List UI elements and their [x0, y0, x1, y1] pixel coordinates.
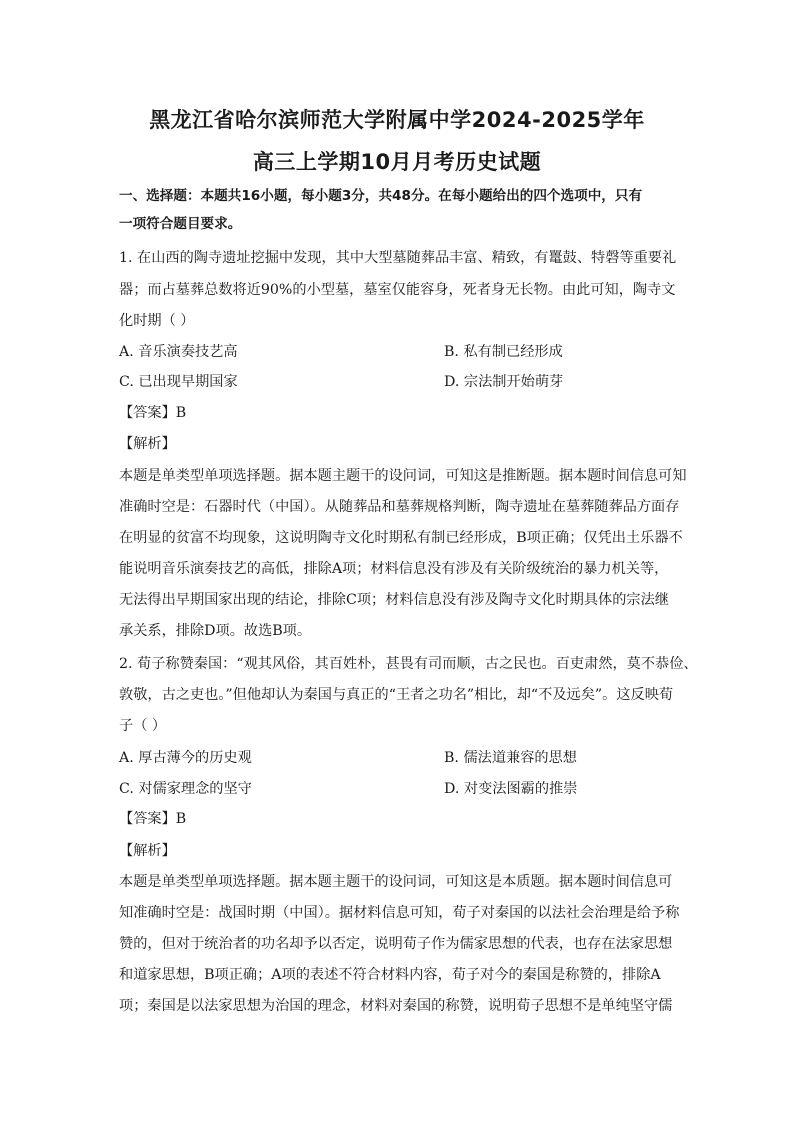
analysis-label: 【解析】 [119, 843, 176, 859]
analysis-line: 和道家思想，B项正确；A项的表述不符合材料内容，荀子对今的秦国是称赞的，排除A [119, 967, 661, 983]
analysis-line: 本题是单类型单项选择题。据本题主题干的设问词，可知这是本质题。据本题时间信息可 [119, 874, 673, 890]
question-stem-line: 1. 在山西的陶寺遗址挖掘中发现，其中大型墓随葬品丰富、精致，有鼍鼓、特磬等重要礼 [119, 250, 677, 266]
analysis-line: 赞的，但对于统治者的功名却予以否定，说明荀子作为儒家思想的代表，也存在法家思想 [119, 936, 673, 952]
option-d: D. 对变法图霸的推崇 [444, 781, 578, 797]
section-header-line: 一、选择题：本题共16小题，每小题3分，共48分。在每小题给出的四个选项中，只有 [119, 188, 643, 204]
question-stem-line: 2. 荀子称赞秦国：“观其风俗，其百姓朴，甚畏有司而顺，古之民也。百吏肃然，莫不恭俭、 [119, 656, 698, 672]
analysis-line: 承关系，排除D项。故选B项。 [119, 623, 312, 639]
analysis-label: 【解析】 [119, 436, 176, 452]
question-stem-line: 器；而占墓葬总数将近90%的小型墓，墓室仅能容身，死者身无长物。由此可知，陶寺文 [119, 282, 676, 298]
analysis-line: 知准确时空是：战国时期（中国）。据材料信息可知，荀子对秦国的以法社会治理是给予称 [119, 905, 680, 921]
analysis-line: 无法得出早期国家出现的结论，排除C项；材料信息没有涉及陶寺文化时期具体的宗法继 [119, 592, 669, 608]
analysis-line: 在明显的贫富不均现象，这说明陶寺文化时期私有制已经形成，B项正确；仅凭出土乐器不 [119, 530, 683, 546]
question-stem-line: 子（ ） [119, 718, 167, 734]
page-title-line1: 黑龙江省哈尔滨师范大学附属中学2024-2025学年 [149, 108, 645, 132]
answer-label: 【答案】B [119, 811, 187, 827]
analysis-line: 本题是单类型单项选择题。据本题主题干的设问词，可知这是推断题。据本题时间信息可知 [119, 468, 687, 484]
option-b: B. 私有制已经形成 [444, 344, 563, 360]
option-a: A. 厚古薄今的历史观 [119, 750, 252, 766]
option-b: B. 儒法道兼容的思想 [444, 750, 577, 766]
option-a: A. 音乐演奏技艺高 [119, 344, 238, 360]
analysis-line: 项；秦国是以法家思想为治国的理念，材料对秦国的称赞，说明荀子思想不是单纯坚守儒 [119, 998, 673, 1014]
analysis-line: 能说明音乐演奏技艺的高低，排除A项；材料信息没有涉及有关阶级统治的暴力机关等， [119, 561, 669, 577]
option-c: C. 已出现早期国家 [119, 374, 238, 390]
answer-label: 【答案】B [119, 405, 187, 421]
question-stem-line: 敦敬，古之吏也。”但他却认为秦国与真正的“王者之功名”相比，却“不及远矣”。这反映荀 [119, 687, 674, 703]
page-title-line2: 高三上学期10月月考历史试题 [252, 150, 542, 174]
option-d: D. 宗法制开始萌芽 [444, 374, 564, 390]
analysis-line: 准确时空是：石器时代（中国）。从随葬品和墓葬规格判断，陶寺遗址在墓葬随葬品方面存 [119, 499, 680, 515]
section-header-line: 一项符合题目要求。 [119, 216, 242, 232]
question-stem-line: 化时期（ ） [119, 313, 195, 329]
option-c: C. 对儒家理念的坚守 [119, 781, 252, 797]
